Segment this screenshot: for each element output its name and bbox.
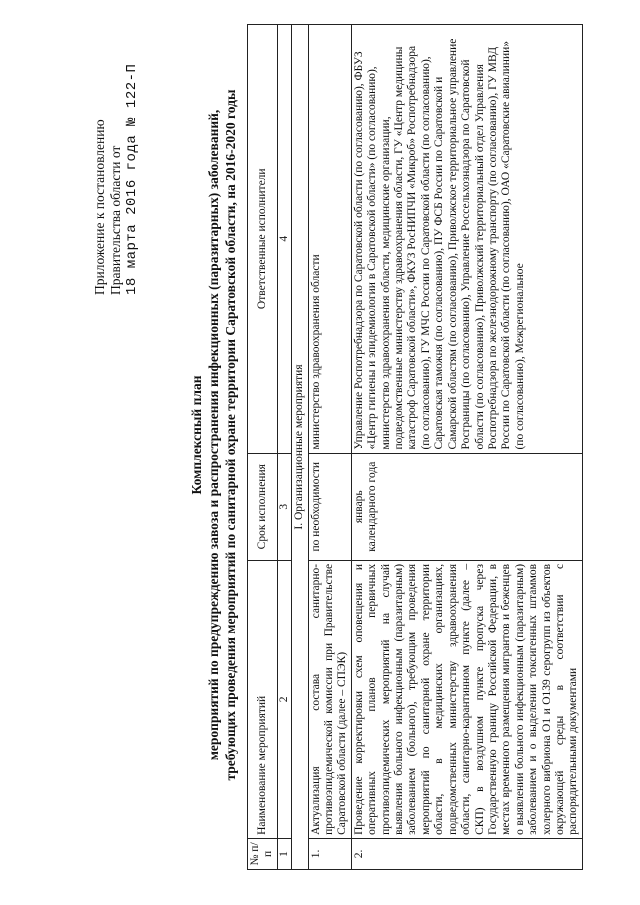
header-number: № п/п: [248, 838, 278, 869]
column-number: 2: [277, 560, 291, 838]
title-line-3: требующих проведения мероприятий по санитарной охране территории Саратовской области, на 2016-2020 годы: [223, 89, 238, 781]
row-term: по необходимости: [308, 453, 351, 560]
table-row: [351, 25, 582, 870]
row-number: 2.: [351, 838, 582, 869]
row-executors: министерство здравоохранения области: [308, 25, 351, 454]
table-header-row: [248, 25, 278, 870]
row-number: 1.: [308, 838, 351, 869]
appendix-note: [92, 64, 140, 295]
row-executors: Управление Роспотребнадзора по Саратовской области (по согласованию), ФБУЗ «Центр гигиены и эпидемиологии в Саратовской области» (по согласованию), министерство здравоохранения области, медицинские организации, подведомственные министерству здравоохранения области, ГУ «Центр медицины катастроф Саратовской области», ФКУЗ РосНИПЧИ «Микроб» Роспотребнадзора (по согласованию), ГУ МЧС России по Саратовской области (по согласованию), Саратовская таможня (по согласованию), ПУ ФСБ России по Саратовской и Самарской областям (по согласованию), Приволжское территориальное управление Росграницы (по согласованию), Управление Россельхознадзора по Саратовской области (по согласованию), Приволжский территориальный отдел Управления Роспотребнадзора по железнодорожному транспорту (по согласованию), ГУ МВД России по Саратовской области (по согласованию), ОАО «Саратовские авиалинии» (по согласованию), Межрегиональное: [351, 25, 582, 454]
column-number: 1: [277, 838, 291, 869]
title-line-2: мероприятий по предупреждению завоза и распространения инфекционных (паразитарных) заболеваний,: [206, 109, 221, 761]
document-title: [188, 45, 239, 825]
row-term: январь календарного года: [351, 453, 582, 560]
title-line-1: Комплексный план: [189, 375, 204, 495]
row-name: Проведение корректировки схем оповещения и оперативных планов первичных противоэпидемических мероприятий на случай выявления больного инфекционным (паразитарным) заболеванием (больного), требующим проведения мероприятий по санитарной охране территории области, в медицинских организациях, подведомственных министерству здравоохранения области, санитарно-карантинном пункте (далее – СКП) в воздушном пункте пропуска через Государственную границу Российской Федерации, в местах временного размещения мигрантов и беженцев о выявлении больного инфекционным (паразитарным) заболеванием и о выделении токсигенных штаммов холерного вибриона O1 и O139 серогрупп из объектов окружающей среды в соответствии с распорядительными документами: [351, 560, 582, 838]
column-number: 3: [277, 453, 291, 560]
table-row: [308, 25, 351, 870]
section-title: I. Организационные мероприятия: [292, 25, 308, 870]
appendix-line-3: 18 марта 2016 года № 122-П: [124, 63, 140, 295]
header-term: Срок исполнения: [248, 453, 278, 560]
column-number: 4: [277, 25, 291, 454]
column-number-row: [277, 25, 291, 870]
header-name: Наименование мероприятий: [248, 560, 278, 838]
section-row: [292, 25, 308, 870]
appendix-line-2: Правительства области от: [108, 145, 123, 295]
plan-table: [247, 24, 583, 870]
appendix-line-1: Приложение к постановлению: [92, 119, 107, 295]
header-executors: Ответственные исполнители: [248, 25, 278, 454]
row-name: Актуализация состава санитарно-противоэпидемической комиссии при Правительстве Саратовской области (далее – СПЭК): [308, 560, 351, 838]
